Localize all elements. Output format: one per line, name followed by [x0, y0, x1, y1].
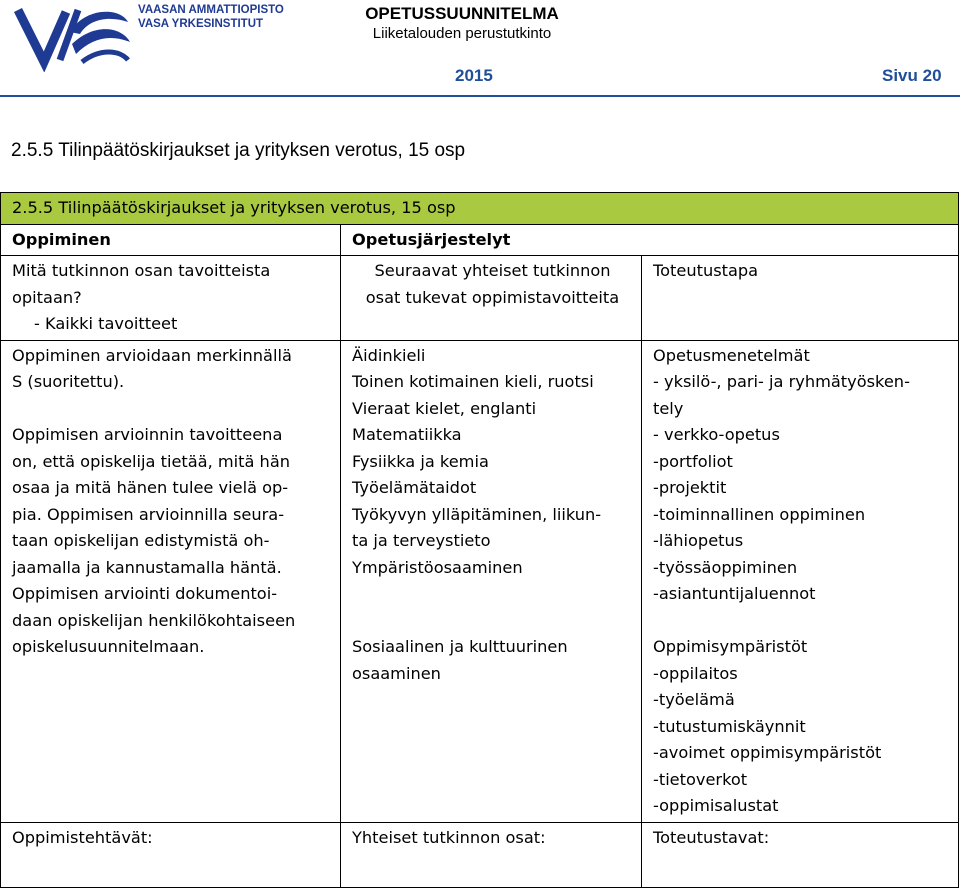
- cell-line: S (suoritettu).: [12, 372, 125, 391]
- cell-line: Ympäristöosaaminen: [352, 557, 523, 577]
- cell-line: Oppimisen arvioinnin tavoitteena: [12, 425, 283, 444]
- cell-line: -tietoverkot: [653, 769, 748, 789]
- cell-line: tely: [653, 398, 684, 418]
- doc-title: OPETUSSUUNNITELMA: [365, 4, 559, 23]
- cell-line: osat tukevat oppimistavoitteita: [365, 287, 620, 307]
- table-title-row: [1, 193, 959, 225]
- cell-line: - Kaikki tavoitteet: [34, 314, 178, 333]
- common-parts-cell: [341, 340, 642, 822]
- cell-line: -asiantuntijaluennot: [653, 584, 816, 603]
- cell-line: Äidinkieli: [352, 345, 426, 365]
- methods-cell: [642, 340, 959, 822]
- cell-line: -lähiopetus: [653, 531, 744, 550]
- col-head-oppiminen: Oppiminen: [1, 224, 341, 256]
- assessment-cell: [1, 340, 341, 822]
- page-header: [0, 0, 960, 100]
- goals-cell: [1, 256, 341, 341]
- cell-line: Opetusmenetelmät: [653, 345, 810, 365]
- cell-line: -oppimisalustat: [653, 796, 779, 815]
- cell-line: -oppilaitos: [653, 663, 738, 683]
- cell-line: daan opiskelijan henkilökohtaiseen: [12, 610, 296, 630]
- cell-line: Oppimisen arviointi dokumentoi-: [12, 584, 278, 603]
- implementation-cell: [642, 256, 959, 341]
- cell-line: jaamalla ja kannustamalla häntä.: [12, 557, 282, 577]
- table-row: [1, 256, 959, 341]
- table-header-row: [1, 224, 959, 256]
- vamia-logo-icon: [10, 2, 135, 72]
- cell-line: - verkko-opetus: [653, 425, 780, 444]
- cell-line: -portfoliot: [653, 451, 733, 471]
- logo-line2: VASA YRKESINSTITUT: [138, 18, 264, 30]
- header-divider: [0, 95, 960, 97]
- cell-line: Mitä tutkinnon osan tavoitteista: [12, 261, 271, 280]
- cell-line: osaaminen: [352, 663, 441, 683]
- cell-line: Toinen kotimainen kieli, ruotsi: [352, 372, 594, 391]
- cell-line: -avoimet oppimisympäristöt: [653, 743, 882, 762]
- tasks-cell: Oppimistehtävät:: [1, 822, 341, 887]
- cell-line: -työelämä: [653, 690, 735, 709]
- supporting-parts-cell: [341, 256, 642, 341]
- cell-line: Vieraat kielet, englanti: [352, 398, 537, 418]
- cell-line: Seuraavat yhteiset tutkinnon: [374, 261, 611, 280]
- cell-line: -toiminnallinen oppiminen: [653, 504, 866, 524]
- cell-line: Fysiikka ja kemia: [352, 451, 489, 471]
- header-year: 2015: [455, 66, 493, 85]
- cell-line: -tutustumiskäynnit: [653, 716, 806, 736]
- cell-line: Sosiaalinen ja kulttuurinen: [352, 637, 568, 656]
- cell-line: opitaan?: [12, 287, 82, 307]
- cell-line: -projektit: [653, 478, 727, 497]
- curriculum-table: [0, 192, 959, 888]
- cell-line: osaa ja mitä hänen tulee vielä op-: [12, 478, 289, 497]
- logo-line1: VAASAN AMMATTIOPISTO: [138, 4, 284, 16]
- section-heading: 2.5.5 Tilinpäätöskirjaukset ja yrityksen verotus, 15 osp: [11, 140, 466, 161]
- cell-line: Oppiminen arvioidaan merkinnällä: [12, 345, 292, 365]
- common-parts-footer-cell: Yhteiset tutkinnon osat:: [341, 822, 642, 887]
- cell-line: Toteutustapa: [653, 261, 759, 280]
- cell-line: on, että opiskelija tietää, mitä hän: [12, 451, 290, 471]
- table-row: [1, 340, 959, 822]
- col-head-opetusjarjestelyt: Opetusjärjestelyt: [341, 224, 959, 256]
- cell-line: Työelämätaidot: [352, 478, 477, 497]
- cell-line: -työssäoppiminen: [653, 557, 798, 577]
- doc-subtitle: Liiketalouden perustutkinto: [372, 25, 552, 42]
- cell-line: ta ja terveystieto: [352, 531, 491, 550]
- cell-line: Työkyvyn ylläpitäminen, liikun-: [352, 504, 602, 524]
- cell-line: pia. Oppimisen arvioinnilla seura-: [12, 504, 285, 524]
- table-row: [1, 822, 959, 887]
- school-logo: [10, 2, 284, 72]
- cell-line: taan opiskelijan edistymistä oh-: [12, 531, 270, 550]
- page-number: Sivu 20: [882, 66, 942, 85]
- cell-line: Oppimisympäristöt: [653, 637, 808, 656]
- table-title: 2.5.5 Tilinpäätöskirjaukset ja yrityksen verotus, 15 osp: [1, 193, 959, 225]
- cell-line: - yksilö-, pari- ja ryhmätyösken-: [653, 372, 910, 391]
- cell-line: Matematiikka: [352, 425, 462, 444]
- implementation-footer-cell: Toteutustavat:: [642, 822, 959, 887]
- cell-line: opiskelusuunnitelmaan.: [12, 637, 205, 656]
